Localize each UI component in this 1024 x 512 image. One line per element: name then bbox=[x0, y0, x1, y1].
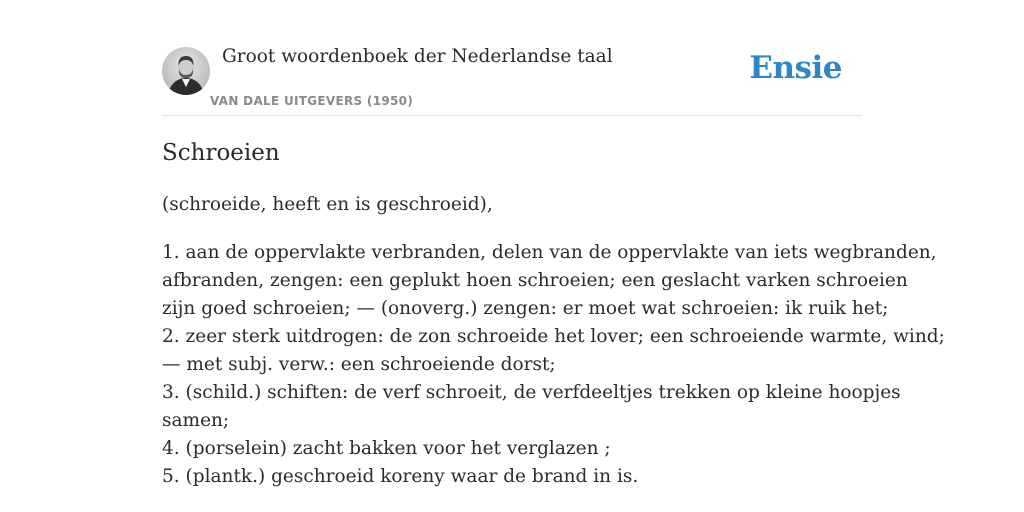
entry-grammar: (schroeide, heeft en is geschroeid), bbox=[162, 194, 493, 215]
definition-line: 2. zeer sterk uitdrogen: de zon schroeide het lover; een schroeiende warmte, wind; bbox=[162, 326, 945, 347]
definition-line: — met subj. verw.: een schroeiende dorst; bbox=[162, 354, 556, 375]
definition-line: 1. aan de oppervlakte verbranden, delen van de oppervlakte van iets wegbranden, bbox=[162, 242, 937, 263]
brand-logo[interactable]: Ensie bbox=[749, 50, 842, 86]
entry-definitions bbox=[162, 239, 945, 491]
author-portrait-avatar[interactable] bbox=[162, 47, 210, 95]
portrait-icon bbox=[162, 47, 210, 95]
dictionary-header bbox=[162, 44, 862, 116]
definition-line: afbranden, zengen: een geplukt hoen schroeien; een geslacht varken schroeien bbox=[162, 270, 908, 291]
entry-headword: Schroeien bbox=[162, 140, 280, 166]
definition-line: 3. (schild.) schiften: de verf schroeit, de verfdeeltjes trekken op kleine hoopjes bbox=[162, 382, 901, 403]
definition-line: samen; bbox=[162, 410, 230, 431]
definition-line: zijn goed schroeien; — (onoverg.) zengen: er moet wat schroeien: ik ruik het; bbox=[162, 298, 889, 319]
book-title[interactable]: Groot woordenboek der Nederlandse taal bbox=[222, 46, 613, 67]
publisher-label: VAN DALE UITGEVERS (1950) bbox=[210, 94, 414, 108]
definition-line: 5. (plantk.) geschroeid koreny waar de brand in is. bbox=[162, 466, 639, 487]
header-divider bbox=[162, 115, 862, 116]
definition-line: 4. (porselein) zacht bakken voor het verglazen ; bbox=[162, 438, 611, 459]
